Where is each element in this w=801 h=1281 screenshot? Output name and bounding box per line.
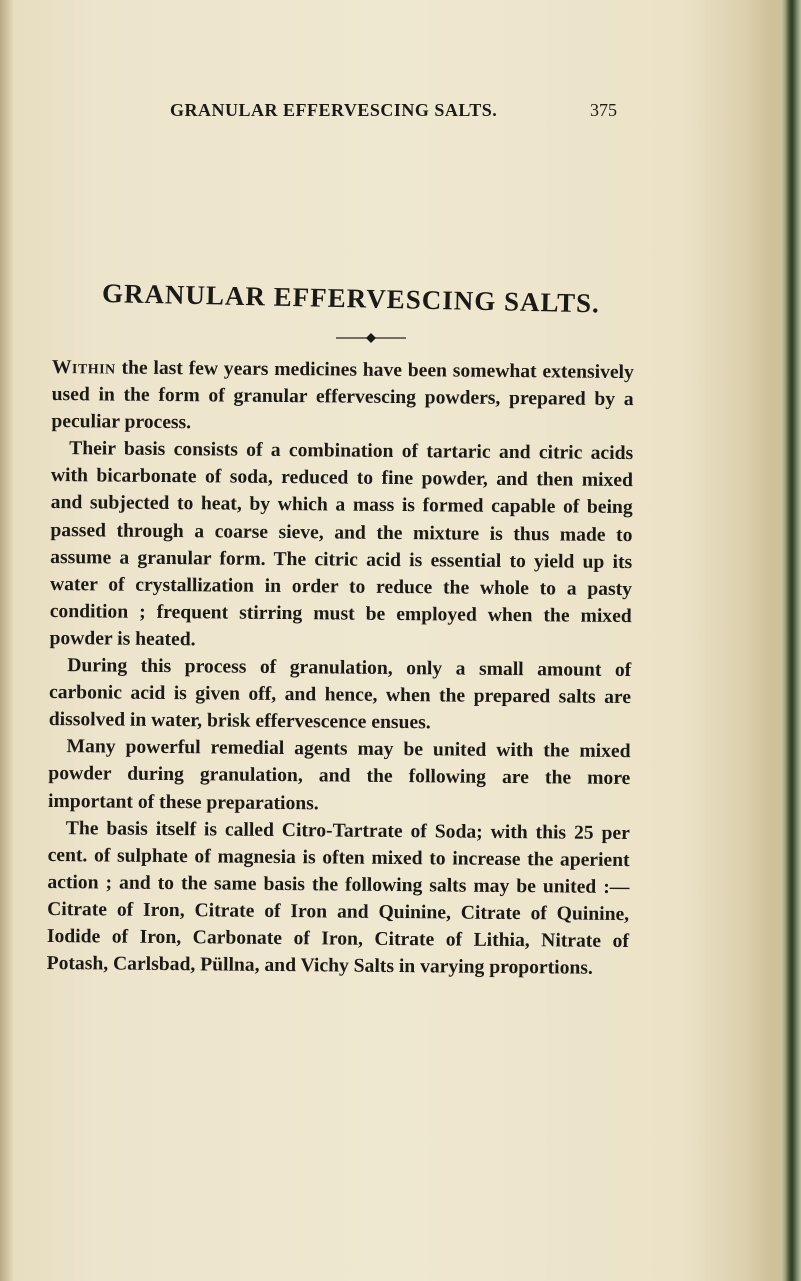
paragraph-3: During this process of granulation, only a small amount of carbonic acid is given off, and hence, when the prepared salts are dissolved in water, brisk effervescence ensues. [48,655,632,734]
paragraph-4: Many powerful remedial agents may be united with the mixed powder during granulation, and the following are the more important of these preparations. [48,736,631,814]
running-head [170,100,630,126]
page-number: 375 [590,100,617,120]
rule-diamond-ornament [336,332,406,344]
page-edge-shadow [0,0,14,1281]
paragraph-text: the last few years medicines have been somewhat extensively used in the form of granular effervescing powders, prepared by a peculiar process. [51,357,634,434]
chapter-title: GRANULAR EFFERVESCING SALTS. [101,278,601,319]
running-title: GRANULAR EFFERVESCING SALTS. [170,100,498,120]
paragraph-1 [51,354,634,440]
paragraph-2: Their basis consists of a combination of tartaric and citric acids with bicarbonate of soda, reduced to fine powder, and then mixed and subjected to heat, by which a mass is formed capable of being passed through a coarse sieve, and the mixture is thus made to assume a granular form. The citric acid is essential to yield up its water of crystallization in order to reduce the whole to a pasty condition ; frequent stirring must be employed when the mixed powder is heated. [49,438,634,651]
book-binding-edge [781,0,801,1281]
paragraph-5: The basis itself is called Citro-Tartrate of Soda; with this 25 per cent. of sulphate of magnesia is often mixed to increase the aperient action ; and to the same basis the following salts may be united :—Citrate of Iron, Citrate of Iron and Quinine, Citrate of Quinine, Iodide of Iron, Carbonate of Iron, Citrate of Lithia, Nitrate of Potash, Carlsbad, Püllna, and Vichy Salts in varying proportions. [46,817,630,979]
body-text [47,354,634,982]
lead-word: Within [51,356,116,379]
